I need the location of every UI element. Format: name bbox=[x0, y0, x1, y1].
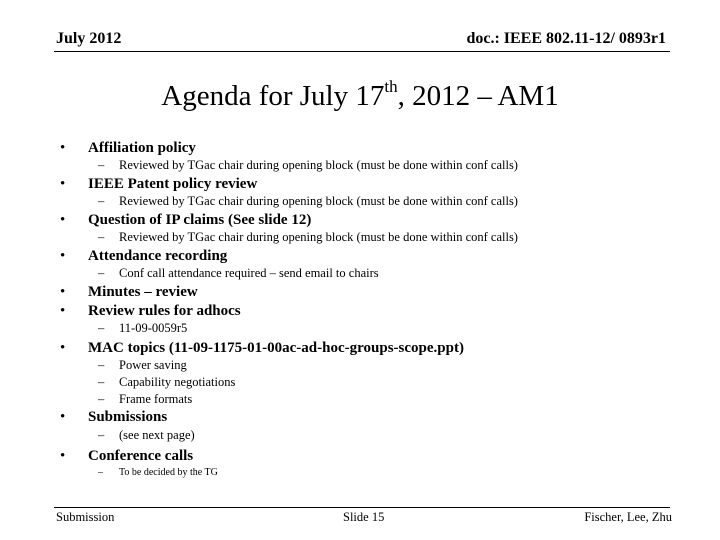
agenda-item-text: Minutes – review bbox=[88, 284, 198, 300]
bullet-icon: • bbox=[60, 212, 66, 228]
footer-slide-number: Slide 15 bbox=[343, 510, 385, 524]
dash-icon: – bbox=[98, 194, 105, 208]
dash-icon: – bbox=[98, 467, 103, 478]
agenda-subitem-text: Frame formats bbox=[119, 392, 193, 406]
dash-icon: – bbox=[98, 158, 105, 172]
agenda-item-text: IEEE Patent policy review bbox=[88, 176, 258, 192]
dash-icon: – bbox=[98, 266, 105, 280]
dash-icon: – bbox=[98, 358, 105, 372]
header-date: July 2012 bbox=[56, 30, 122, 47]
agenda-item-text: MAC topics (11-09-1175-01-00ac-ad-hoc-groups-scope.ppt) bbox=[88, 340, 464, 356]
title-rest: , 2012 – AM1 bbox=[397, 80, 559, 112]
bullet-icon: • bbox=[60, 140, 66, 156]
title-main: Agenda for July 17 bbox=[161, 80, 385, 112]
agenda-item-text: Question of IP claims (See slide 12) bbox=[88, 212, 312, 228]
bullet-icon: • bbox=[60, 248, 66, 264]
header-rule bbox=[54, 51, 670, 52]
agenda-item-text: Affiliation policy bbox=[88, 140, 196, 156]
agenda-subitem-text: Reviewed by TGac chair during opening block (must be done within conf calls) bbox=[119, 194, 518, 208]
dash-icon: – bbox=[98, 321, 105, 335]
dash-icon: – bbox=[98, 230, 105, 244]
bullet-icon: • bbox=[60, 340, 66, 356]
agenda-item-text: Conference calls bbox=[88, 448, 194, 464]
bullet-icon: • bbox=[60, 284, 66, 300]
bullet-icon: • bbox=[60, 176, 66, 192]
agenda-subitem-text: Reviewed by TGac chair during opening block (must be done within conf calls) bbox=[119, 158, 518, 172]
bullet-icon: • bbox=[60, 448, 66, 464]
agenda-subitem-text: To be decided by the TG bbox=[119, 467, 218, 478]
agenda-subitem-text: Power saving bbox=[119, 358, 187, 372]
agenda-item-text: Attendance recording bbox=[88, 248, 228, 264]
dash-icon: – bbox=[98, 428, 105, 442]
footer-authors: Fischer, Lee, Zhu bbox=[584, 510, 672, 524]
agenda-subitem-text: Capability negotiations bbox=[119, 375, 236, 389]
agenda-subitem-text: Conf call attendance required – send email to chairs bbox=[119, 266, 379, 280]
bullet-icon: • bbox=[60, 303, 66, 319]
bullet-icon: • bbox=[60, 409, 66, 425]
dash-icon: – bbox=[98, 375, 105, 389]
agenda-subitem-text: 11-09-0059r5 bbox=[119, 321, 188, 335]
footer-rule bbox=[54, 507, 670, 508]
header-doc-id: doc.: IEEE 802.11-12/ 0893r1 bbox=[466, 30, 666, 47]
dash-icon: – bbox=[98, 392, 105, 406]
footer-submission: Submission bbox=[56, 510, 115, 524]
agenda-item-text: Review rules for adhocs bbox=[88, 303, 241, 319]
agenda-item-text: Submissions bbox=[88, 409, 168, 425]
title-superscript: th bbox=[384, 77, 398, 96]
agenda-subitem-text: (see next page) bbox=[119, 428, 195, 442]
slide-title bbox=[0, 77, 720, 113]
agenda-subitem-text: Reviewed by TGac chair during opening block (must be done within conf calls) bbox=[119, 230, 518, 244]
